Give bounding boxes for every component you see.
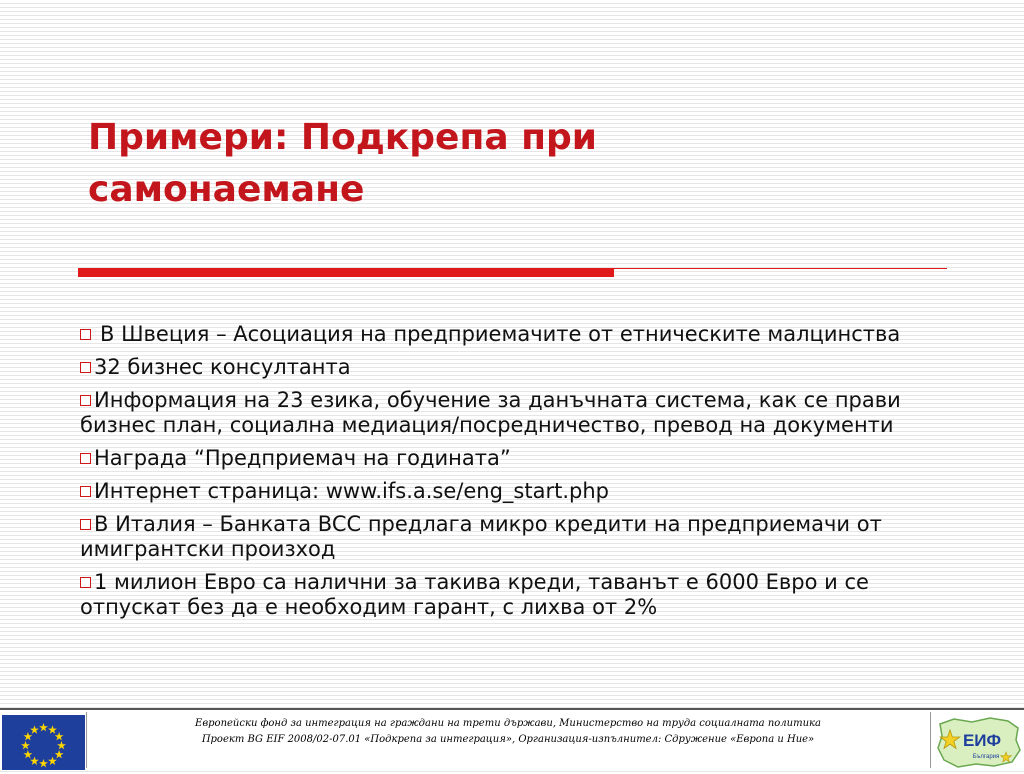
footer-line-2: Проект BG EIF 2008/02-07.01 «Подкрепа за интеграция», Организация-изпълнител: Сдружение «Европа и Ние» [201,734,815,745]
list-item [80,570,940,620]
slide-title-line-1: Примери: Подкрепа при [88,117,598,158]
footer-bar [0,708,1024,770]
footer-divider-right [930,712,931,768]
footer-divider-left [86,712,87,768]
list-item [80,446,940,471]
square-bullet-icon [80,519,91,530]
square-bullet-icon [80,486,91,497]
list-item [80,388,940,438]
list-item [80,322,940,347]
title-underline-thick [78,268,614,277]
list-item [80,512,940,562]
bullet-text: В Швеция – Асоциация на предприемачите от етническите малцинства [100,322,901,346]
footer-line-1: Европейски фонд за интеграция на граждани на трети държави, Министерство на труда социалната политика [195,718,821,729]
eif-logo-text: ЕИФ [962,731,1002,750]
eu-flag-icon [2,715,85,770]
slide-title [88,112,788,216]
square-bullet-icon [80,362,91,373]
eif-logo-subtext: България [972,754,1000,760]
bullet-text: 1 милион Евро са налични за такива креди, таванът е 6000 Евро и се отпускат без да е необходим гарант, с лихва от 2% [80,570,869,619]
square-bullet-icon [80,395,91,406]
bullet-text: 32 бизнес консултанта [94,355,351,379]
square-bullet-icon [80,329,91,340]
list-item [80,479,940,504]
bullet-text: Интернет страница: www.ifs.a.se/eng_start.php [94,479,609,503]
bullet-text: В Италия – Банката BCC предлага микро кредити на предприемачи от имигрантски произход [80,512,882,561]
title-underline-thin [614,268,947,269]
slide-title-line-2: самонаемане [88,169,365,210]
square-bullet-icon [80,453,91,464]
bullet-text: Награда “Предприемач на годината” [94,446,511,470]
bullet-list [80,322,940,628]
eif-logo [932,714,1022,770]
list-item [80,355,940,380]
footer-text [88,716,928,748]
bullet-text: Информация на 23 езика, обучение за данъчната система, как се прави бизнес план, социална медиация/посредничество, превод на документи [80,388,901,437]
square-bullet-icon [80,577,91,588]
